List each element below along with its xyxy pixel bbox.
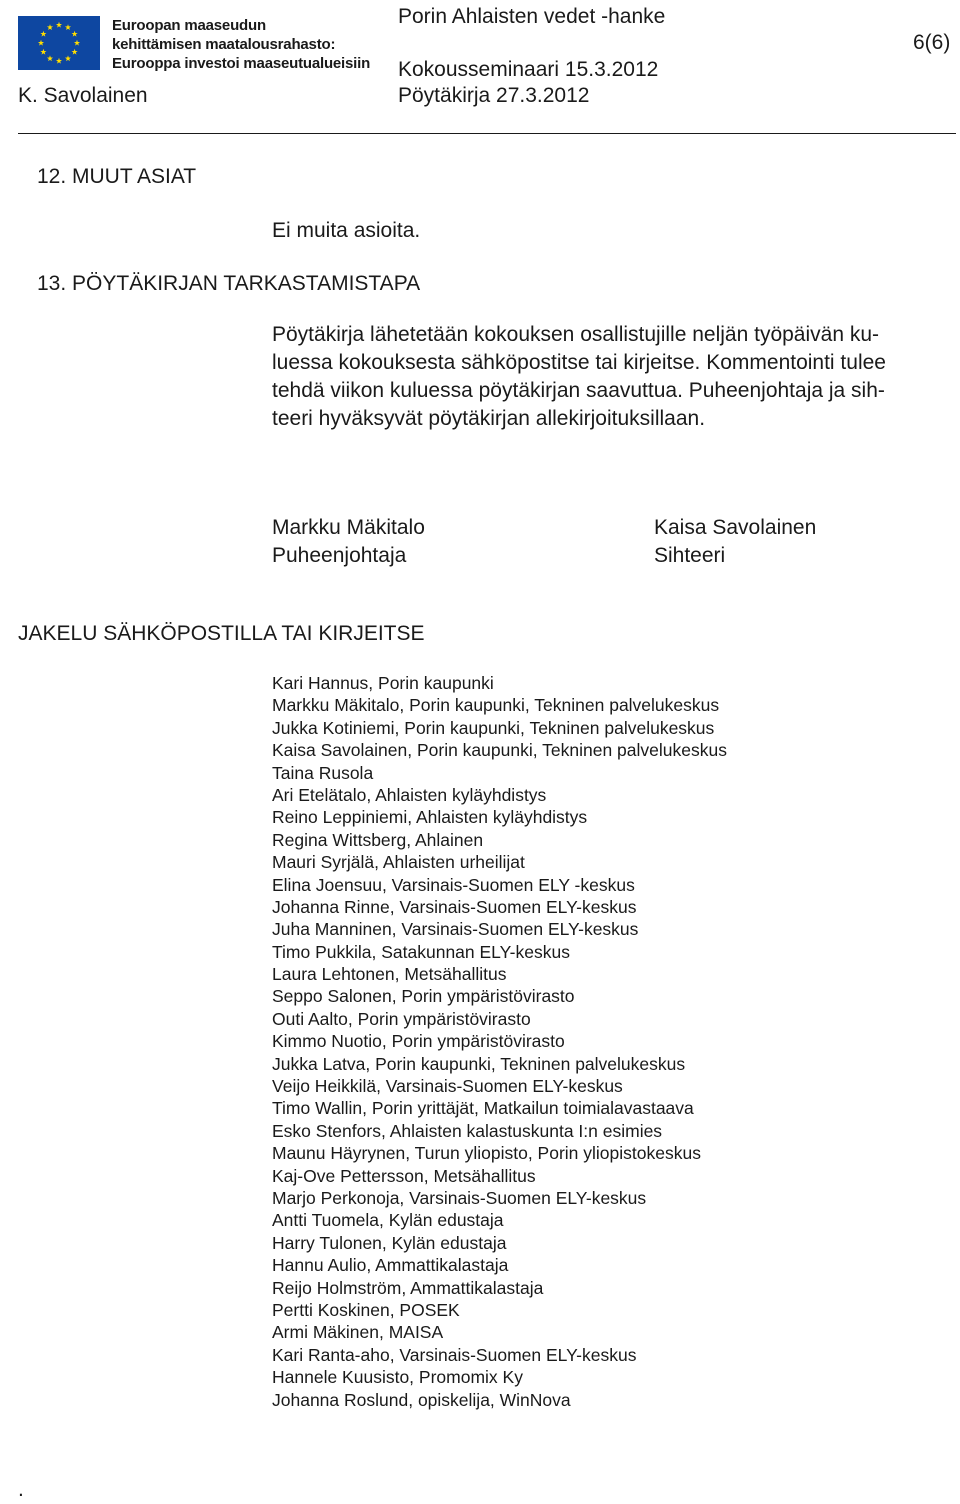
signature-secretary <box>654 514 816 570</box>
section-12-text: Ei muita asioita. <box>272 219 421 242</box>
section-13-paragraph <box>272 321 960 433</box>
recipient-item: Timo Wallin, Porin yrittäjät, Matkailun toimialavastaava <box>272 1098 694 1119</box>
recipient-item: Johanna Roslund, opiskelija, WinNova <box>272 1389 571 1410</box>
footer-mark: . <box>18 1478 24 1501</box>
recipient-item: Juha Manninen, Varsinais-Suomen ELY-keskus <box>272 919 639 940</box>
signature-name: Kaisa Savolainen <box>654 516 817 539</box>
recipient-item: Veijo Heikkilä, Varsinais-Suomen ELY-keskus <box>272 1076 623 1097</box>
recipient-item: Jukka Kotiniemi, Porin kaupunki, Tekninen palvelukeskus <box>272 717 715 738</box>
recipient-item: Laura Lehtonen, Metsähallitus <box>272 964 507 985</box>
project-title: Porin Ahlaisten vedet -hanke <box>398 5 666 28</box>
recipient-item: Kaj-Ove Pettersson, Metsähallitus <box>272 1165 536 1186</box>
recipient-item: Mauri Syrjälä, Ahlaisten urheilijat <box>272 852 525 873</box>
section-13-heading: 13. PÖYTÄKIRJAN TARKASTAMISTAPA <box>37 272 421 295</box>
logo-line: kehittämisen maatalousrahasto: <box>112 36 336 53</box>
recipient-item: Maunu Häyrynen, Turun yliopisto, Porin yliopistokeskus <box>272 1143 701 1164</box>
recipient-item: Regina Wittsberg, Ahlainen <box>272 829 484 850</box>
header-divider <box>18 133 956 134</box>
page-number: 6(6) <box>913 31 951 54</box>
recipient-item: Pertti Koskinen, POSEK <box>272 1299 460 1320</box>
eu-stars-icon <box>18 16 100 70</box>
paragraph-line: tehdä viikon kuluessa pöytäkirjan saavuttua. Puheenjohtaja ja sih- <box>272 379 885 402</box>
signature-role: Puheenjohtaja <box>272 544 407 567</box>
recipient-item: Hannu Aulio, Ammattikalastaja <box>272 1255 509 1276</box>
recipient-item: Hannele Kuusisto, Promomix Ky <box>272 1367 523 1388</box>
section-12-heading: 12. MUUT ASIAT <box>37 165 197 188</box>
paragraph-line: Pöytäkirja lähetetään kokouksen osallistujille neljän työpäivän ku- <box>272 323 880 346</box>
recipient-item: Jukka Latva, Porin kaupunki, Tekninen palvelukeskus <box>272 1053 686 1074</box>
signature-role: Sihteeri <box>654 544 726 567</box>
recipient-item: Kaisa Savolainen, Porin kaupunki, Tekninen palvelukeskus <box>272 740 727 761</box>
recipient-item: Kari Ranta-aho, Varsinais-Suomen ELY-keskus <box>272 1344 637 1365</box>
recipient-item: Antti Tuomela, Kylän edustaja <box>272 1210 504 1231</box>
recipient-item: Timo Pukkila, Satakunnan ELY-keskus <box>272 941 570 962</box>
distribution-list <box>272 672 727 1411</box>
logo-line: Euroopan maaseudun <box>112 17 266 34</box>
distribution-heading: JAKELU SÄHKÖPOSTILLA TAI KIRJEITSE <box>18 622 425 645</box>
recipient-item: Marjo Perkonoja, Varsinais-Suomen ELY-keskus <box>272 1187 647 1208</box>
recipient-item: Taina Rusola <box>272 762 374 783</box>
recipient-item: Elina Joensuu, Varsinais-Suomen ELY -keskus <box>272 874 635 895</box>
recipient-item: Seppo Salonen, Porin ympäristövirasto <box>272 986 575 1007</box>
recipient-item: Kimmo Nuotio, Porin ympäristövirasto <box>272 1031 565 1052</box>
recipient-item: Ari Etelätalo, Ahlaisten kyläyhdistys <box>272 784 547 805</box>
author: K. Savolainen <box>18 84 148 107</box>
recipient-item: Markku Mäkitalo, Porin kaupunki, Tekninen palvelukeskus <box>272 695 720 716</box>
recipient-item: Harry Tulonen, Kylän edustaja <box>272 1232 507 1253</box>
recipient-item: Reino Leppiniemi, Ahlaisten kyläyhdistys <box>272 807 588 828</box>
recipient-item: Esko Stenfors, Ahlaisten kalastuskunta I:n esimies <box>272 1120 663 1141</box>
recipient-item: Johanna Rinne, Varsinais-Suomen ELY-keskus <box>272 896 637 917</box>
logo-line: Eurooppa investoi maaseutualueisiin <box>112 55 371 72</box>
signature-chair <box>272 514 425 570</box>
recipient-item: Kari Hannus, Porin kaupunki <box>272 673 494 693</box>
paragraph-line: luessa kokouksesta sähköpostitse tai kirjeitse. Kommentointi tulee <box>272 351 886 374</box>
eu-flag-logo <box>18 16 100 70</box>
seminar-date: Kokousseminaari 15.3.2012 <box>398 58 659 81</box>
paragraph-line: teeri hyväksyvät pöytäkirjan allekirjoituksillaan. <box>272 407 706 430</box>
recipient-item: Outi Aalto, Porin ympäristövirasto <box>272 1008 531 1029</box>
eu-fund-logo-text <box>112 16 370 73</box>
recipient-item: Reijo Holmström, Ammattikalastaja <box>272 1277 544 1298</box>
recipient-item: Armi Mäkinen, MAISA <box>272 1322 444 1343</box>
minutes-date: Pöytäkirja 27.3.2012 <box>398 84 590 107</box>
signature-name: Markku Mäkitalo <box>272 516 425 539</box>
